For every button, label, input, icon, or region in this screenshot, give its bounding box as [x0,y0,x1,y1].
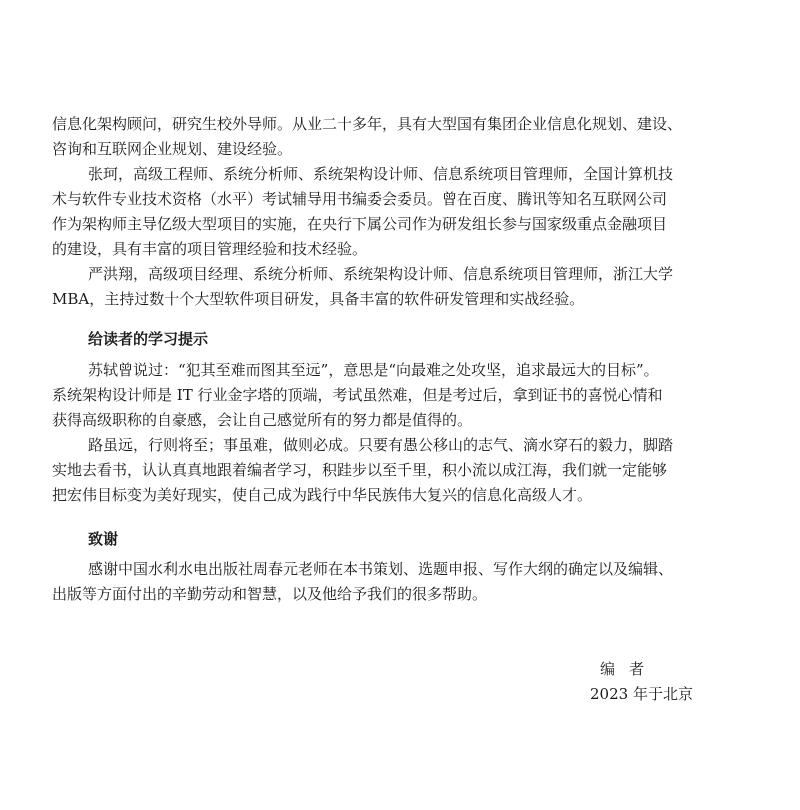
text-line: 的建设，具有丰富的项目管理经验和技术经验。 [52,240,368,258]
tips-paragraph-1 [52,358,752,433]
text-line: 系统架构设计师是 IT 行业金字塔的顶端，考试虽然难，但是考过后，拿到证书的喜悦心情和 [52,386,663,404]
signature-role: 编者 [600,660,659,678]
text-line: 路虽远，行则将至；事虽难，做则必成。只要有愚公移山的志气、滴水穿石的毅力，脚踏 [88,436,674,454]
tips-paragraph-2 [52,433,752,508]
text-line: 咨询和互联网企业规划、建设经验。 [52,140,293,158]
author-zhang-paragraph [52,162,752,262]
tips-heading: 给读者的学习提示 [88,330,209,348]
text-line: 作为架构师主导亿级大型项目的实施，在央行下属公司作为研发组长参与国家级重点金融项目 [52,215,668,233]
text-line: 张珂，高级工程师、系统分析师、系统架构设计师、信息系统项目管理师，全国计算机技 [88,165,674,183]
text-line: 信息化架构顾问，研究生校外导师。从业二十多年，具有大型国有集团企业信息化规划、建设、 [52,115,683,133]
thanks-paragraph [52,557,752,607]
text-line: 把宏伟目标变为美好现实，使自己成为践行中华民族伟大复兴的信息化高级人才。 [52,486,593,504]
intro-paragraph [52,112,752,162]
text-line: 感谢中国水利水电出版社周春元老师在本书策划、选题申报、写作大纲的确定以及编辑、 [88,560,674,578]
text-line: 实地去看书，认认真真地跟着编者学习，积跬步以至千里，积小流以成江海，我们就一定能够 [52,461,668,479]
text-line: 严洪翔，高级项目经理、系统分析师、系统架构设计师、信息系统项目管理师，浙江大学 [88,265,674,283]
text-line: 出版等方面付出的辛勤劳动和智慧，以及他给予我们的很多帮助。 [52,585,488,603]
text-line: 获得高级职称的自豪感，会让自己感觉所有的努力都是值得的。 [52,411,473,429]
signature-date: 2023 年于北京 [590,685,693,703]
text-line: MBA，主持过数十个大型软件项目研发，具备丰富的软件研发管理和实战经验。 [52,290,585,308]
text-line: 苏轼曾说过：“犯其至难而图其至远”，意思是“向最难之处攻坚，追求最远大的目标”。 [88,361,659,379]
author-yan-paragraph [52,262,752,312]
thanks-heading: 致谢 [88,530,119,548]
text-line: 术与软件专业技术资格（水平）考试辅导用书编委会委员。曾在百度、腾讯等知名互联网公司 [52,190,668,208]
